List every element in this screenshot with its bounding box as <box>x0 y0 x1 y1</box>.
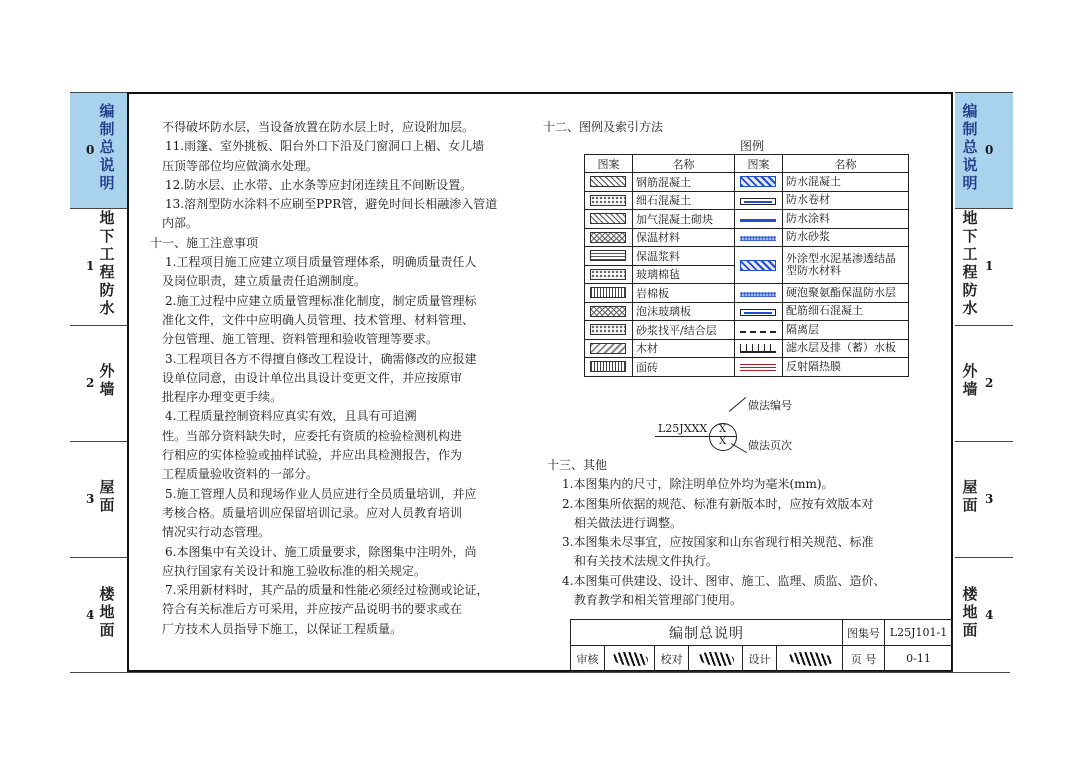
note-line: 6.本图集中有关设计、施工质量要求，除图集中注明外，尚 <box>165 544 477 559</box>
legend-name: 保温材料 <box>633 228 735 247</box>
index-underline <box>655 436 709 437</box>
legend-name-2: 配筋细石混凝土 <box>783 302 909 321</box>
legend-name: 玻璃棉毡 <box>633 265 735 284</box>
legend-row <box>585 302 909 321</box>
right-tab-number: 4 <box>985 608 994 622</box>
legend-pattern <box>585 228 633 247</box>
left-tab-number: 4 <box>86 608 95 622</box>
other-note-line: 和有关技术法规文件执行。 <box>574 554 719 569</box>
page-number: 0-11 <box>885 646 953 672</box>
index-leader-bottom <box>731 443 747 453</box>
legend-name: 木材 <box>633 339 735 358</box>
legend-row <box>585 247 909 266</box>
index-circle <box>709 423 737 451</box>
right-tab-label: 屋面 <box>962 478 978 514</box>
index-atlas-code: L25JXXX <box>658 422 708 435</box>
legend-pattern-swatch <box>590 269 626 280</box>
right-tab-2[interactable] <box>955 325 1013 442</box>
legend-title: 图例 <box>740 139 765 153</box>
left-tab-number: 1 <box>86 259 95 273</box>
legend-pattern-2 <box>735 191 783 210</box>
legend-name-2: 外涂型水泥基渗透结晶型防水材料 <box>783 247 909 284</box>
legend-row <box>585 321 909 340</box>
note-line: 不得破坏防水层，当设备放置在防水层上时，应设附加层。 <box>162 120 475 134</box>
legend-name: 岩棉板 <box>633 284 735 303</box>
note-line: 符合有关标准后方可采用，并应按产品说明书的要求或在 <box>162 602 463 617</box>
right-tab-label: 编制总说明 <box>962 102 978 192</box>
legend-pattern-swatch <box>590 195 626 206</box>
right-tab-label: 外墙 <box>962 362 978 398</box>
left-tab-1[interactable] <box>70 208 128 325</box>
right-tab-number: 2 <box>985 376 994 390</box>
section-12-heading: 十二、图例及索引方法 <box>543 120 664 134</box>
note-line: 内部。 <box>162 216 199 231</box>
legend-pattern-swatch <box>740 260 776 271</box>
legend-pattern-swatch <box>740 364 776 371</box>
note-line: 批程序办理变更手续。 <box>162 390 283 405</box>
right-tab-1[interactable] <box>955 208 1013 325</box>
legend-name: 细石混凝土 <box>633 191 735 210</box>
left-tab-number: 2 <box>86 376 95 390</box>
right-tab-number: 1 <box>985 259 994 273</box>
note-line: 准化文件，文件中应明确人员管理、技术管理、材料管理、 <box>162 312 475 327</box>
legend-name-2: 硬泡聚氨酯保温防水层 <box>783 284 909 303</box>
legend-header-name-2: 名称 <box>783 155 909 173</box>
legend-pattern-swatch <box>740 344 776 353</box>
left-tab-2[interactable] <box>70 325 128 442</box>
left-tab-label: 外墙 <box>99 362 115 398</box>
legend-name: 泡沫玻璃板 <box>633 302 735 321</box>
right-tab-label: 楼地面 <box>962 585 978 639</box>
legend-pattern <box>585 321 633 340</box>
legend-row <box>585 173 909 192</box>
legend-name-2: 隔离层 <box>783 321 909 340</box>
legend-pattern <box>585 173 633 192</box>
legend-pattern-2 <box>735 210 783 229</box>
right-tab-4[interactable] <box>955 557 1013 674</box>
left-tab-number: 0 <box>86 143 95 157</box>
other-notes-column <box>543 456 885 610</box>
legend-pattern-swatch <box>590 232 626 243</box>
legend-pattern-2 <box>735 228 783 247</box>
left-tab-number: 3 <box>86 492 95 506</box>
legend-pattern <box>585 302 633 321</box>
legend-pattern <box>585 358 633 377</box>
page-label: 页 号 <box>843 646 885 672</box>
legend-row <box>585 210 909 229</box>
legend-row <box>585 228 909 247</box>
index-method-diagram <box>655 397 815 457</box>
left-tab-label: 楼地面 <box>99 585 115 639</box>
legend-pattern-swatch <box>740 236 776 241</box>
legend-pattern-swatch <box>740 198 776 205</box>
legend-pattern <box>585 210 633 229</box>
legend-name-2: 防水砂浆 <box>783 228 909 247</box>
legend-header-row <box>585 155 909 173</box>
note-line: 3.工程项目各方不得擅自修改工程设计，确需修改的应报建 <box>165 351 477 366</box>
legend-pattern <box>585 284 633 303</box>
section-13-heading: 十三、其他 <box>547 458 608 472</box>
note-line: 及岗位职责，建立质量责任追溯制度。 <box>162 274 367 289</box>
right-tab-3[interactable] <box>955 441 1013 558</box>
drawing-title: 编制总说明 <box>571 620 843 646</box>
legend-table <box>584 154 909 377</box>
legend-row <box>585 358 909 377</box>
index-caption-code: 做法编号 <box>748 399 792 412</box>
note-line: 工程质量验收资料的一部分。 <box>162 467 319 482</box>
other-note-line: 教育教学和相关管理部门使用。 <box>574 593 743 608</box>
legend-pattern-2 <box>735 339 783 358</box>
left-tab-4[interactable] <box>70 557 128 674</box>
legend-name-2: 反射隔热膜 <box>783 358 909 377</box>
index-caption-page: 做法页次 <box>748 439 792 452</box>
legend-pattern-swatch <box>590 176 626 187</box>
legend-header-pattern: 图案 <box>585 155 633 173</box>
legend-pattern-swatch <box>590 361 626 372</box>
legend-row <box>585 284 909 303</box>
legend-pattern <box>585 339 633 358</box>
right-tab-number: 3 <box>985 492 994 506</box>
legend-pattern-swatch <box>740 176 776 187</box>
legend-pattern <box>585 191 633 210</box>
legend-pattern-2 <box>735 358 783 377</box>
note-line: 13.溶剂型防水涂料不应刷至PPR管，避免时间长相融渗入管道 <box>165 197 498 212</box>
construction-notes-column <box>146 118 497 639</box>
note-line: 2.施工过程中应建立质量管理标准化制度，制定质量管理标 <box>165 293 477 308</box>
check-signature <box>689 646 743 672</box>
design-signature <box>777 646 843 672</box>
legend-pattern-swatch <box>740 331 776 333</box>
left-tab-label: 地下工程防水 <box>99 209 115 317</box>
legend-pattern-2 <box>735 247 783 284</box>
right-tab-number: 0 <box>985 143 994 157</box>
atlas-label: 图集号 <box>843 620 885 646</box>
note-line: 性。当部分资料缺失时，应委托有资质的检验检测机构进 <box>162 428 463 443</box>
note-line: 5.施工管理人员和现场作业人员应进行全员质量培训，并应 <box>165 486 477 501</box>
other-note-line: 4.本图集可供建设、设计、图审、施工、监理、质监、造价、 <box>562 573 886 588</box>
bottom-rule <box>70 672 1010 673</box>
note-line: 应执行国家有关设计和施工验收标准的相关规定。 <box>162 563 427 578</box>
review-label: 审核 <box>571 646 605 672</box>
left-tab-label: 编制总说明 <box>99 102 115 192</box>
other-note-line: 2.本图集所依据的规范、标准有新版本时，应按有效版本对 <box>562 496 874 511</box>
legend-name: 加气混凝土砌块 <box>633 210 735 229</box>
right-tab-0[interactable] <box>955 92 1013 209</box>
legend-pattern-swatch <box>740 292 776 297</box>
note-line: 厂方技术人员指导下施工，以保证工程质量。 <box>162 621 403 636</box>
legend-name: 砂浆找平/结合层 <box>633 321 735 340</box>
legend-name-2: 防水涂料 <box>783 210 909 229</box>
index-number: X <box>719 424 727 435</box>
legend-pattern-swatch <box>590 250 626 261</box>
note-line: 情况实行动态管理。 <box>162 525 271 540</box>
legend-pattern-2 <box>735 321 783 340</box>
note-line: 4.工程质量控制资料应真实有效，且具有可追溯 <box>165 409 417 424</box>
legend-pattern-2 <box>735 173 783 192</box>
index-leader-top <box>729 397 746 412</box>
legend-pattern-swatch <box>590 306 626 317</box>
index-page: X <box>719 436 727 447</box>
legend-pattern-2 <box>735 284 783 303</box>
check-label: 校对 <box>655 646 689 672</box>
legend-header-name: 名称 <box>633 155 735 173</box>
legend-pattern <box>585 265 633 284</box>
note-line: 7.采用新材料时，其产品的质量和性能必须经过检测或论证， <box>165 583 489 598</box>
legend-name: 面砖 <box>633 358 735 377</box>
legend-pattern-2 <box>735 302 783 321</box>
legend-pattern <box>585 247 633 266</box>
left-tab-label: 屋面 <box>99 478 115 514</box>
note-line: 分包管理、施工管理、资料管理和验收管理等要求。 <box>162 332 439 347</box>
other-note-line: 3.本图集未尽事宜，应按国家和山东省现行相关规范、标准 <box>562 535 874 550</box>
legend-name-2: 滤水层及排（蓄）水板 <box>783 339 909 358</box>
note-line: 1.工程项目施工应建立项目质量管理体系，明确质量责任人 <box>165 255 477 270</box>
legend-pattern-swatch <box>590 324 626 335</box>
legend-header-pattern-2: 图案 <box>735 155 783 173</box>
note-line: 设单位同意，由设计单位出具设计变更文件，并应按原审 <box>162 370 463 385</box>
note-line: 12.防水层、止水带、止水条等应封闭连续且不间断设置。 <box>165 177 473 192</box>
note-line: 压顶等部位均应做滴水处理。 <box>162 158 319 173</box>
title-block <box>570 619 953 672</box>
note-line: 考核合格。质量培训应保留培训记录。应对人员教育培训 <box>162 505 463 520</box>
other-note-line: 相关做法进行调整。 <box>574 515 683 530</box>
legend-name: 保温浆料 <box>633 247 735 266</box>
right-tab-label: 地下工程防水 <box>962 209 978 317</box>
note-line: 行相应的实体检验或抽样试验，并应出具检测报告，作为 <box>162 448 463 463</box>
legend-pattern-swatch <box>740 219 776 222</box>
left-tab-0[interactable] <box>70 92 128 209</box>
legend-name-2: 防水卷材 <box>783 191 909 210</box>
legend-row <box>585 339 909 358</box>
legend-pattern-swatch <box>590 213 626 224</box>
legend-row <box>585 191 909 210</box>
legend-name-2: 防水混凝土 <box>783 173 909 192</box>
legend-name: 钢筋混凝土 <box>633 173 735 192</box>
design-label: 设计 <box>743 646 777 672</box>
left-tab-3[interactable] <box>70 441 128 558</box>
atlas-number: L25J101-1 <box>885 620 953 646</box>
note-line: 十一、施工注意事项 <box>150 235 259 250</box>
section-12-heading-wrap <box>543 118 663 137</box>
legend-pattern-swatch <box>740 309 776 316</box>
review-signature <box>605 646 655 672</box>
note-line: 11.雨篷、室外挑板、阳台外口下沿及门窗洞口上楣、女儿墙 <box>165 139 485 154</box>
legend-pattern-swatch <box>590 343 626 354</box>
legend-pattern-swatch <box>590 287 626 298</box>
other-note-line: 1.本图集内的尺寸，除注明单位外均为毫米(mm)。 <box>562 477 834 492</box>
